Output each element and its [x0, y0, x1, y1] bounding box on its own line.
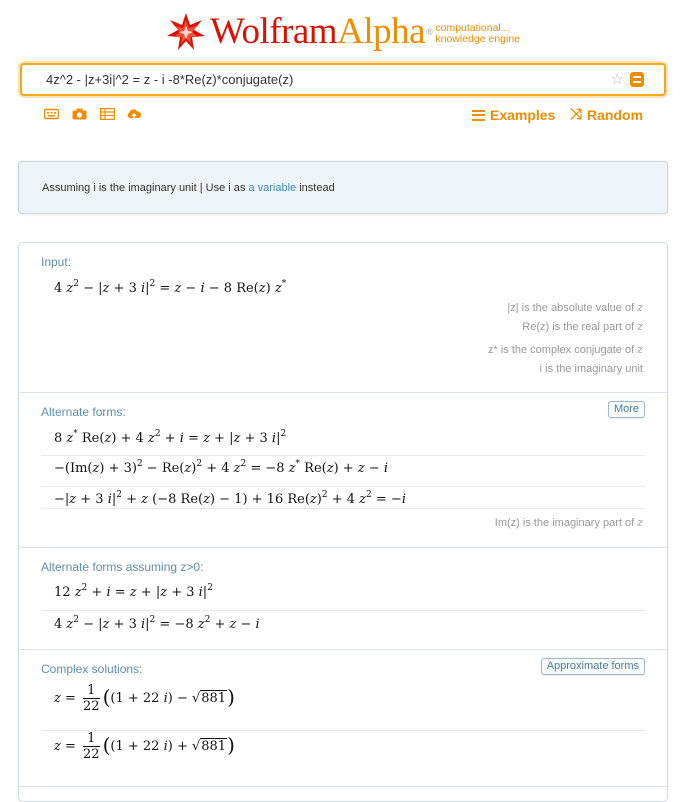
solution-2: z = $\frac{1}{22}$ ((1 + 22 i) + √881): [54, 731, 235, 762]
more-button[interactable]: More: [608, 401, 645, 418]
row-separator: [41, 455, 645, 456]
note-var: z: [637, 343, 643, 356]
note-sym: Im(z): [494, 517, 520, 529]
logo-wolfram-text: Wolfram: [210, 11, 338, 52]
search-box[interactable]: [20, 63, 666, 96]
pod-separator: [19, 786, 667, 787]
fraction: [83, 683, 100, 714]
fraction-numerator: 1: [83, 683, 100, 699]
logo-tagline: [435, 23, 520, 45]
note-var: z: [637, 301, 643, 314]
star-icon[interactable]: ☆: [610, 71, 624, 88]
fraction-denominator: 22: [83, 747, 100, 762]
logo-alpha-text: Alpha: [337, 11, 426, 52]
note-real-part: [522, 320, 643, 334]
menu-lines-icon: [472, 110, 485, 121]
pod-title-input: Input:: [41, 255, 72, 269]
sqrt-argument: 881: [201, 739, 227, 754]
registered-mark: ®: [426, 27, 433, 37]
random-label: Random: [587, 107, 644, 123]
pod-title-complex-solutions: Complex solutions:: [41, 662, 143, 676]
note-sym: |z|: [507, 302, 519, 314]
examples-link[interactable]: [472, 106, 555, 124]
note-text: is the absolute value of: [518, 302, 638, 314]
approximate-forms-button[interactable]: Approximate forms: [541, 658, 645, 675]
logo-wordmark: [210, 12, 432, 52]
row-separator: [41, 610, 645, 611]
note-text: is the imaginary unit: [542, 363, 643, 375]
random-link[interactable]: [570, 106, 643, 124]
alternate-form-3: −|z + 3 $i|^2 + z$ (−8 Re(z) − 1) + 16 $Re(z)^2 + 4$ $z^2 = -i$: [54, 490, 406, 507]
assumed-form-1: 12 $z^2 + i = z + |z + 3$ $i|^2$: [54, 583, 213, 600]
sqrt-argument: 881: [201, 691, 227, 706]
alternate-form-1: 8 z* Re(z) + 4 $z^2 + i = z + |z + 3$ $i|^2$: [54, 429, 287, 446]
assumed-form-2: 4 $z^2 - |z + 3$ $i|^2 = -8$ $z^2 + z - i$: [54, 615, 260, 632]
note-var: z: [637, 516, 643, 529]
row-separator: [41, 508, 645, 509]
assumption-box: [18, 161, 668, 214]
note-conjugate: [488, 343, 643, 357]
fraction-denominator: 22: [83, 699, 100, 714]
fraction-numerator: 1: [83, 731, 100, 747]
spikey-star-icon: [166, 12, 206, 52]
row-separator: [41, 486, 645, 487]
assumption-variable-link[interactable]: a variable: [248, 182, 297, 194]
note-text: is the complex conjugate of: [497, 344, 638, 356]
note-text: is the real part of: [549, 321, 638, 333]
results-panel: [18, 242, 668, 802]
note-var: z: [637, 320, 643, 333]
note-absolute-value: [507, 301, 643, 315]
note-imaginary-unit: [540, 363, 643, 376]
tagline-line1: computational...: [435, 22, 510, 34]
pod-separator: [19, 392, 667, 393]
assumption-suffix: instead: [296, 182, 335, 194]
note-sym: Re(z): [522, 321, 550, 333]
table-icon[interactable]: [100, 108, 115, 120]
note-sym: z*: [488, 344, 498, 356]
note-sym: i: [539, 363, 543, 375]
camera-icon[interactable]: [72, 108, 87, 120]
pod-separator: [19, 547, 667, 548]
examples-label: Examples: [490, 107, 556, 123]
pod-title-alternate-assuming: Alternate forms assuming z>0:: [41, 560, 204, 574]
tagline-line2: knowledge engine: [435, 33, 521, 45]
keyboard-icon[interactable]: [44, 108, 59, 120]
search-input[interactable]: [46, 65, 606, 94]
note-text: is the imaginary part of: [519, 517, 638, 529]
shuffle-icon: ⤨: [570, 106, 583, 123]
note-imaginary-part: [495, 516, 643, 530]
wolfram-alpha-logo[interactable]: [166, 8, 520, 56]
alternate-form-2: $-(Im(z) + 3)^2 - Re(z)^2 + 4$ $z^2 = -8$ z* Re(z) + z − i: [54, 459, 389, 476]
assumption-prefix: Assuming i is the imaginary unit | Use i as: [42, 182, 249, 194]
equals-icon[interactable]: [630, 72, 644, 87]
solution-1: z = $\frac{1}{22}$ ((1 + 22 i) − √881): [54, 683, 235, 714]
cloud-upload-icon[interactable]: [126, 108, 142, 120]
pod-title-alternate-forms: Alternate forms:: [41, 405, 126, 419]
pod-separator: [19, 649, 667, 650]
input-formula: 4 $z^2 - |z + 3$ $i|^2 = z - i - 8$ Re(z) z*: [54, 279, 287, 296]
fraction: [83, 731, 100, 762]
